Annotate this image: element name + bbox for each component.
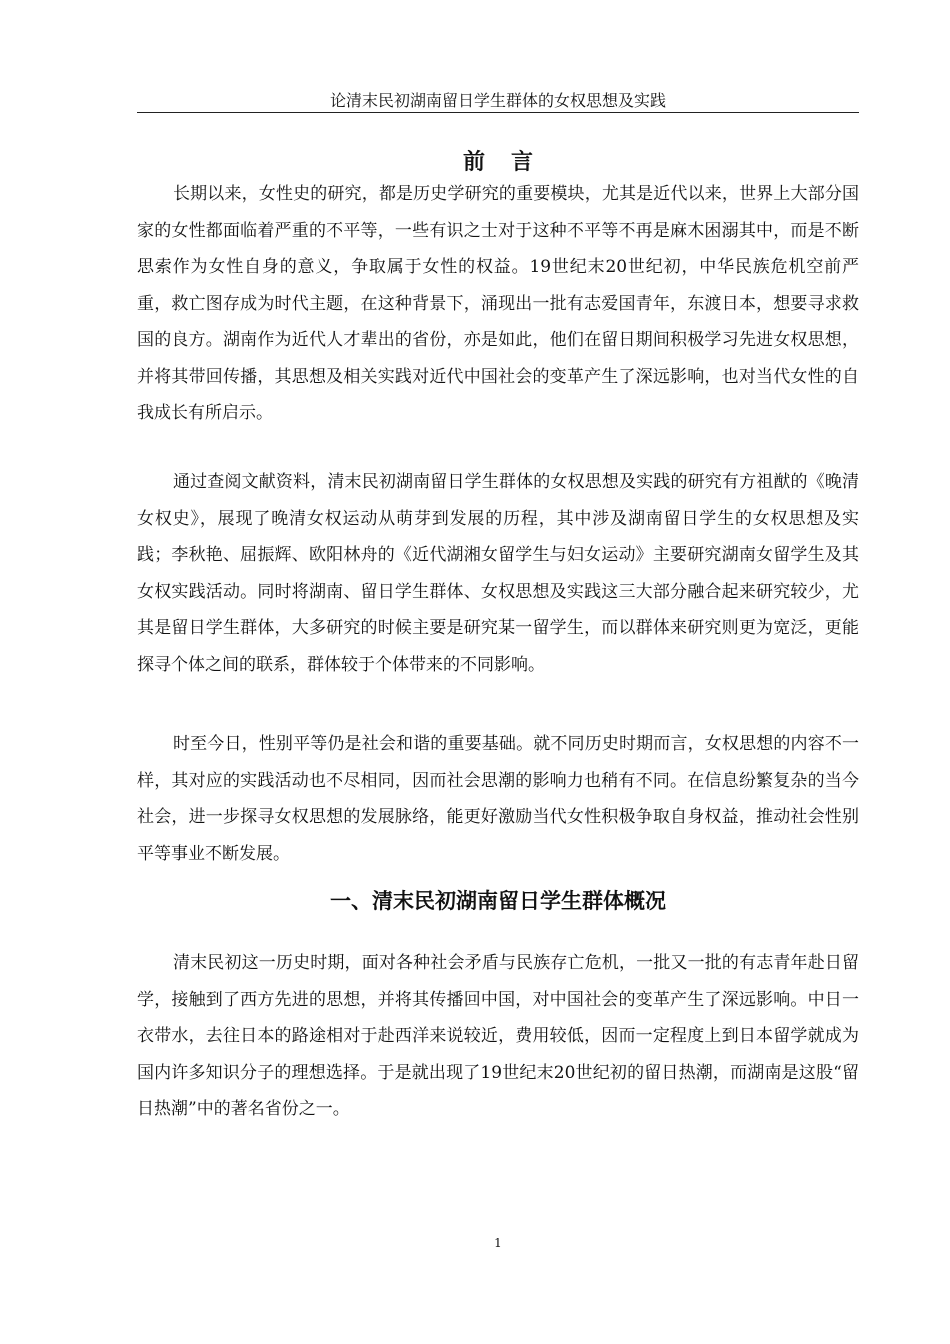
preface-paragraph-3: 时至今日，性别平等仍是社会和谐的重要基础。就不同历史时期而言，女权思想的内容不一样，其对应的实践活动也不尽相同，因而社会思潮的影响力也稍有不同。在信息纷繁复杂的当今社会，进一步探寻女权思想的发展脉络，能更好激励当代女性积极争取自身权益，推动社会性别平等事业不断发展。: [137, 734, 859, 864]
preface-title: 前言: [462, 150, 559, 175]
preface-paragraph-1: 长期以来，女性史的研究，都是历史学研究的重要模块，尤其是近代以来，世界上大部分国家的女性都面临着严重的不平等，一些有识之士对于这种不平等不再是麻木困溺其中，而是不断思索作为女性自身的意义，争取属于女性的权益。19世纪末20世纪初，中华民族危机空前严重，救亡图存成为时代主题，在这种背景下，涌现出一批有志爱国青年，东渡日本，想要寻求救国的良方。湖南作为近代人才辈出的省份，亦是如此，他们在留日期间积极学习先进女权思想，并将其带回传播，其思想及相关实践对近代中国社会的变革产生了深远影响，也对当代女性的自我成长有所启示。: [137, 184, 859, 423]
preface-paragraph-2: 通过查阅文献资料，清末民初湖南留日学生群体的女权思想及实践的研究有方祖猷的《晚清女权史》，展现了晚清女权运动从萌芽到发展的历程，其中涉及湖南留日学生的女权思想及实践；李秋艳、屈振辉、欧阳林舟的《近代湖湘女留学生与妇女运动》主要研究湖南女留学生及其女权实践活动。同时将湖南、留日学生群体、女权思想及实践这三大部分融合起来研究较少，尤其是留日学生群体，大多研究的时候主要是研究某一留学生，而以群体来研究则更为宽泛，更能探寻个体之间的联系，群体较于个体带来的不同影响。: [137, 472, 859, 675]
running-header: 论清末民初湖南留日学生群体的女权思想及实践: [137, 90, 859, 113]
section-paragraph-1: 清末民初这一历史时期，面对各种社会矛盾与民族存亡危机，一批又一批的有志青年赴日留学，接触到了西方先进的思想，并将其传播回中国，对中国社会的变革产生了深远影响。中日一衣带水，去往日本的路途相对于赴西洋来说较近，费用较低，因而一定程度上到日本留学就成为国内许多知识分子的理想选择。于是就出现了19世纪末20世纪初的留日热潮，而湖南是这股“留日热潮”中的著名省份之一。: [137, 953, 859, 1119]
page-number: 1: [494, 1236, 502, 1250]
section-heading: 一、清末民初湖南留日学生群体概况: [330, 889, 666, 913]
